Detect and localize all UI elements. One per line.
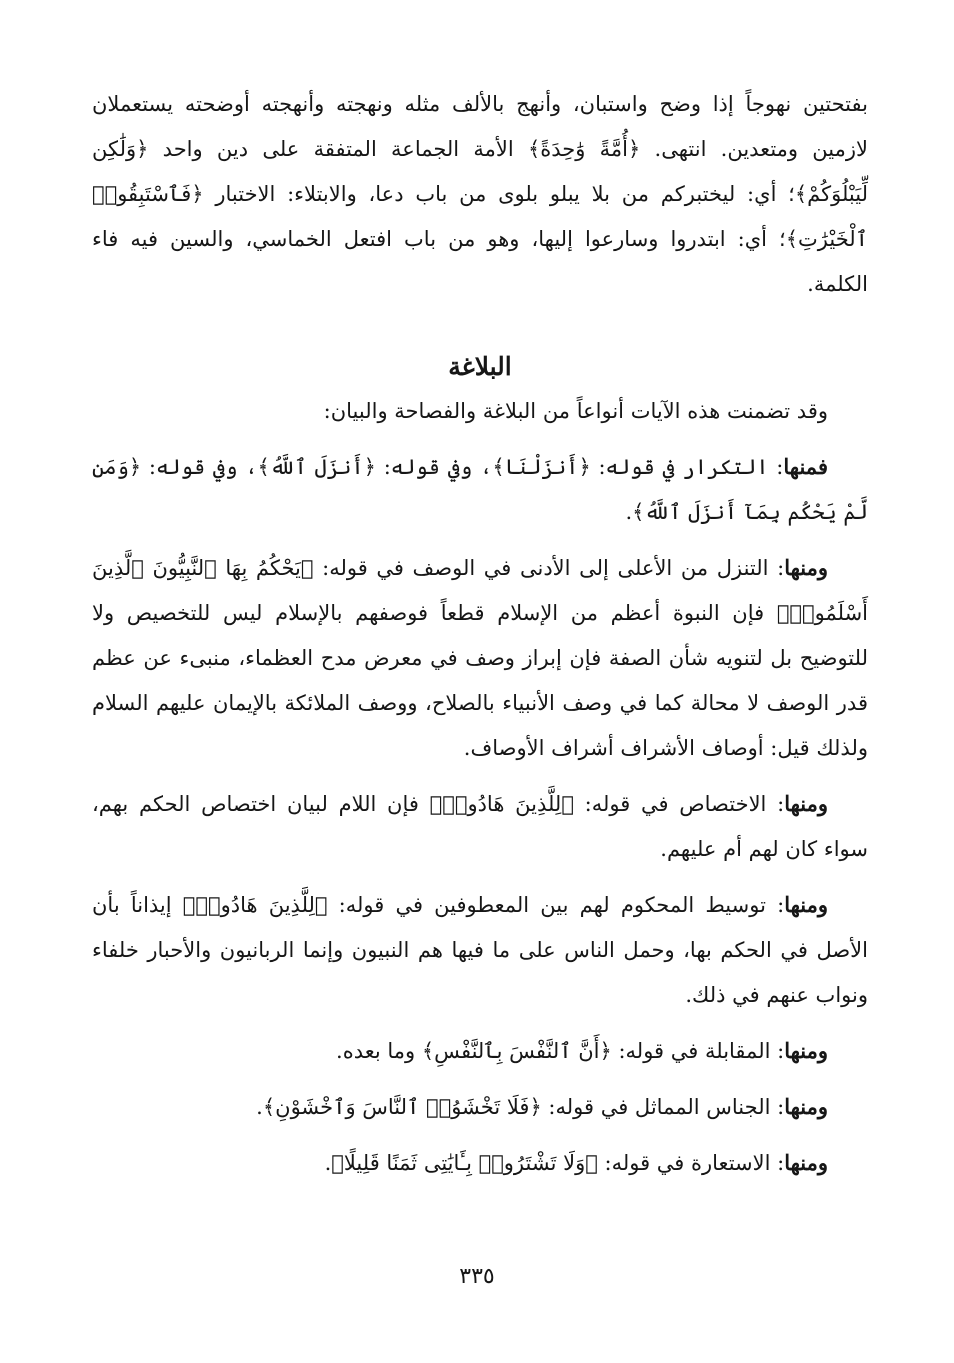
intro-line-2: يستعملان لازمين ومتعدين. انتهى. ﴿أُمَّةً وَٰحِدَةً﴾ الأمة الجماعة المتفقة على دين — [92, 92, 868, 161]
section-lead: ومنها — [784, 791, 828, 816]
section-text: : التكرار في قوله: ﴿أَنزَلْنَا﴾، وفي قوله: ﴿أَنزَلَ ٱللَّهُ﴾، وفي قوله: ﴿وَمَن لَّمْ يَحْكُم بِمَآ أَنزَلَ ٱللَّهُ﴾. — [92, 455, 868, 524]
section-specification — [92, 781, 868, 872]
section-text: : المقابلة في قوله: ﴿أَنَّ ٱلنَّفْسَ بِٱلنَّفْسِ﴾ وما بعده. — [336, 1039, 785, 1063]
intro-paragraph — [92, 82, 868, 307]
section-text: : الجناس المماثل في قوله: ﴿فَلَا تَخْشَوُا۟ ٱلنَّاسَ وَٱخْشَوْنِ﴾. — [256, 1095, 785, 1119]
section-lead: ومنها — [784, 892, 828, 917]
section-mediation — [92, 882, 868, 1018]
section-descent — [92, 545, 868, 771]
section-lead: ومنها — [784, 1038, 828, 1063]
section-text: : التنزل من الأعلى إلى الأدنى في الوصف في قوله: ﴿يَحْكُمُ بِهَا ٱلنَّبِيُّونَ ٱلَّذِينَ أَسْلَمُوا۟﴾ فإن النبوة أعظم من الإسلام قطعاً فوصفهم بالإسلام ليس للتخصيص ولا للتوضيح بل لتنويه شأن الصفة فإن إبراز وصف في معرض مدح العظماء، منبىء عن عظم قدر الوصف لا محالة كما في وصف الأنبياء بالصلاح، ووصف الملائكة بالإيمان عليهم السلام ولذلك قيل: أوصاف الأشراف أشراف الأوصاف. — [92, 556, 868, 760]
section-heading: البلاغة — [448, 352, 512, 381]
section-text: : توسيط المحكوم لهم بين المعطوفين في قوله: ﴿لِلَّذِينَ هَادُوا۟﴾ إيذاناً بأن الأصل في الحكم بها، وحمل الناس على ما فيها هم النبيون وإنما الربانيون والأحبار خلفاء ونواب عنهم في ذلك. — [92, 893, 868, 1007]
section-contrast — [92, 1028, 868, 1074]
section-lead: فمنها — [783, 454, 828, 479]
intro-line-5: باب افتعل الخماسي، والسين فيه فاء الكلمة. — [92, 227, 868, 296]
section-lead: ومنها — [784, 1150, 828, 1175]
intro-line-3: واحد ﴿وَلَٰكِن لِّيَبْلُوَكُمْ﴾؛ أي: ليختبركم من بلا يبلو بلوى من باب دعا، — [92, 137, 868, 206]
page-number: ٣٣٥ — [459, 1264, 495, 1289]
section-paronomasia — [92, 1084, 868, 1130]
page-body — [92, 82, 868, 1186]
section-text: : الاختصاص في قوله: ﴿لِلَّذِينَ هَادُوا۟﴾ فإن اللام لبيان اختصاص الحكم بهم، سواء كان لهم أم عليهم. — [92, 792, 868, 861]
intro-line-1: بفتحتين نهوجاً إذا وضح واستبان، وأنهج بالألف مثله ونهجته وأنهجته أوضحته — [184, 92, 868, 116]
section-metaphor — [92, 1140, 868, 1186]
intro-line-4: والابتلاء: الاختبار ﴿فَٱسْتَبِقُوا۟ ٱلْخَيْرَٰتِ﴾؛ أي: ابتدروا وسارعوا إليها، وهو من — [92, 182, 868, 251]
section-text: : الاستعارة في قوله: ﴿وَلَا تَشْتَرُوا۟ بِـَٔايَٰتِى ثَمَنًا قَلِيلًا﴾. — [324, 1151, 785, 1175]
intro-sentence: وقد تضمنت هذه الآيات أنواعاً من البلاغة والفصاحة والبيان: — [323, 399, 828, 423]
section-lead: ومنها — [784, 1094, 828, 1119]
section-lead: ومنها — [784, 555, 828, 580]
section-repetition — [92, 444, 868, 535]
